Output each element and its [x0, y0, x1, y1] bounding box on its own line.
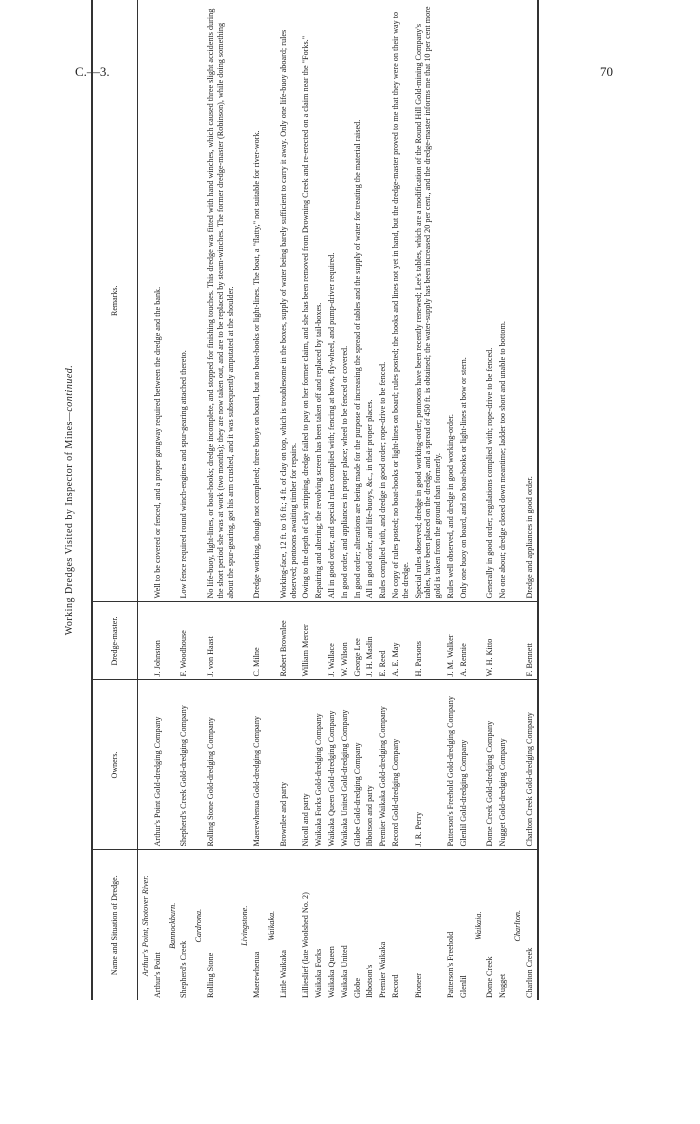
locality-heading: Bannockburn.	[167, 902, 177, 949]
table-title	[58, 0, 82, 1000]
locality-heading-row	[138, 0, 152, 1000]
remarks-cell: In good order; alterations are being made for the purpose of increasing the spread of tables and the supply of water for treating the material raised.	[352, 0, 365, 602]
locality-heading-row	[471, 0, 485, 1000]
dredge-name-cell: Lillieslief (late Woolshed No. 2)	[301, 892, 311, 998]
remarks-cell: Working-face, 12 ft. to 16 ft.; 4 ft. of clay on top, which is troublesome in the boxes, supply of water being barely sufficient to carry it away. Only one life-buoy aboard; rules observed; pontoons awaiting timber for repairs.	[278, 0, 301, 602]
dredge-master-cell: W. Wilson	[339, 602, 352, 680]
empty-cell	[264, 602, 278, 680]
dredge-master-cell: F. Woodhouse	[178, 602, 191, 680]
remarks-cell: Dredge working, though not completed; three buoys on board, but no boat-hooks or light-lines. The boat, a "flatty," not suitable for river-work.	[251, 0, 264, 602]
col-header-dredge-master: Dredge-master.	[92, 602, 138, 680]
empty-cell	[510, 0, 524, 602]
table-row	[524, 0, 538, 1000]
table-header-row	[92, 0, 138, 1000]
empty-cell	[138, 680, 152, 850]
remarks-cell: Rules complied with, and dredge in good order; rope-drive to be fenced.	[377, 0, 390, 602]
table-row	[339, 0, 352, 1000]
col-header-remarks: Remarks.	[92, 0, 138, 602]
dredge-master-cell: W. H. Kitto	[484, 602, 497, 680]
table-row	[352, 0, 365, 1000]
empty-cell	[191, 680, 205, 850]
dredge-master-cell: H. Parsons	[413, 602, 445, 680]
locality-heading: Cardrona.	[194, 908, 204, 943]
table-title-continued: —continued.	[64, 364, 75, 422]
table-row	[251, 0, 264, 1000]
remarks-cell: No one about; dredge closed down meantime; ladder too short and unable to bottom.	[497, 0, 510, 602]
empty-cell	[471, 680, 485, 850]
owner-cell: Waikaka Forks Gold-dredging Company	[313, 680, 326, 850]
page-number: 70	[600, 64, 613, 79]
table-row	[178, 0, 191, 1000]
owner-cell: Dome Creek Gold-dredging Company	[484, 680, 497, 850]
remarks-cell: All in good order, and life-buoys, &c., in their proper places.	[364, 0, 377, 602]
locality-heading: Charlton.	[512, 909, 522, 942]
dredge-master-cell: Robert Brownlee	[278, 602, 301, 680]
dredge-name-cell: Ibbotson's	[365, 964, 375, 998]
owner-cell: Shepherd's Creek Gold-dredging Company	[178, 680, 191, 850]
locality-heading: Livingstone.	[240, 905, 250, 946]
dredge-name-cell: Glenlil	[458, 975, 468, 998]
dredge-master-cell: E. Reed	[377, 602, 390, 680]
empty-cell	[510, 602, 524, 680]
table-row	[497, 0, 510, 1000]
col-header-owners: Owners.	[92, 680, 138, 850]
table-row	[458, 0, 471, 1000]
dredge-master-cell: F. Bennett	[524, 602, 538, 680]
col-header-name: Name and Situation of Dredge.	[92, 850, 138, 1000]
table-title-main: Working Dredges Visited by Inspector of Mines	[64, 421, 75, 636]
empty-cell	[138, 602, 152, 680]
table-row	[152, 0, 165, 1000]
dredge-master-cell: J. von Haast	[205, 602, 237, 680]
page-code: C.—3.	[75, 64, 110, 79]
table-row	[313, 0, 326, 1000]
remarks-cell: Rules well observed, and dredge in good working-order.	[445, 0, 458, 602]
owner-cell: Charlton Creek Gold-dredging Company	[524, 680, 538, 850]
remarks-cell: Repairing and altering; the revolving screen has been taken off and replaced by tail-boxes.	[313, 0, 326, 602]
dredge-name-cell: Pioneer	[413, 972, 423, 998]
dredge-name-cell: Little Waikaka	[278, 949, 288, 998]
locality-heading-row	[510, 0, 524, 1000]
remarks-cell: Only one buoy on board, and no boat-hooks or light-lines at bow or stern.	[458, 0, 471, 602]
locality-heading-row	[165, 0, 179, 1000]
locality-heading: Arthur's Point, Shotover River.	[141, 875, 150, 977]
dredge-name-cell: Premier Waikaka	[378, 941, 388, 998]
dredge-name-cell: Waikaka Queen	[326, 946, 336, 998]
dredge-name-cell: Arthur's Point	[152, 952, 162, 998]
remarks-cell: Well to be covered or fenced, and a proper gangway required between the dredge and the bank.	[152, 0, 165, 602]
dredge-name-cell: Waikaka Forks	[314, 948, 324, 998]
dredge-master-cell: J. H. Maslin	[364, 602, 377, 680]
remarks-cell: In good order, and appliances in proper place; wheel to be fenced or covered.	[339, 0, 352, 602]
dredge-name-cell: Patterson's Freehold	[445, 931, 455, 998]
table-row	[377, 0, 390, 1000]
empty-cell	[264, 680, 278, 850]
rotated-table-page	[58, 0, 623, 1000]
table-row	[390, 0, 413, 1000]
owner-cell: Glenlil Gold-dredging Company	[458, 680, 471, 850]
owner-cell: Premier Waikaka Gold-dredging Company	[377, 680, 390, 850]
empty-cell	[237, 680, 251, 850]
dredge-master-cell	[497, 602, 510, 680]
owner-cell: J. R. Perry	[413, 680, 445, 850]
remarks-cell: Special rules observed; dredge in good working-order; pontoons have been recently renewed; Lee's tables, which are a modification of the Round Hill Gold-mining Company's tables, have been placed on the dredge, and a spread of 450 ft. is obtained; the water-supply has been increased 20 per cent., and the dredge-master informs me that 10 per cent more gold is taken from the ground than formerly.	[413, 0, 445, 602]
locality-heading-row	[237, 0, 251, 1000]
empty-cell	[237, 0, 251, 602]
dredges-table	[91, 0, 539, 1000]
dredge-master-cell: C. Milne	[251, 602, 264, 680]
dredge-name-cell: Rolling Stone	[205, 952, 215, 998]
dredge-name-cell: Globe	[352, 977, 362, 998]
owner-cell: Waikaka United Gold-dredging Company	[339, 680, 352, 850]
table-row	[445, 0, 458, 1000]
dredge-name-cell: Dome Creek	[485, 956, 495, 998]
dredge-name-cell: Waikaka United	[339, 945, 349, 998]
table-row	[364, 0, 377, 1000]
remarks-cell: All in good order, and special rules complied with; fencing at bows, fly-wheel, and pump-driver required.	[326, 0, 339, 602]
empty-cell	[165, 680, 179, 850]
remarks-cell: Generally in good order; regulations complied with; rope-drive to be fenced.	[484, 0, 497, 602]
table-row	[326, 0, 339, 1000]
owner-cell: Patterson's Freehold Gold-dredging Company	[445, 680, 458, 850]
locality-heading: Waikaia.	[473, 911, 483, 941]
empty-cell	[138, 0, 152, 602]
remarks-cell: Dredge and appliances in good order.	[524, 0, 538, 602]
empty-cell	[471, 0, 485, 602]
locality-heading-row	[191, 0, 205, 1000]
owner-cell: Arthur's Point Gold-dredging Company	[152, 680, 165, 850]
owner-cell: Ibbotson and party	[364, 680, 377, 850]
owner-cell: Nicoll and party	[300, 680, 313, 850]
table-row	[278, 0, 301, 1000]
empty-cell	[237, 602, 251, 680]
owner-cell: Brownlee and party	[278, 680, 301, 850]
remarks-cell: No copy of rules posted; no boat-hooks or light-lines on board; rules posted; the hooks and lines not yet in hand, but the dredge-master proved to me that they were on their way to the dredge.	[390, 0, 413, 602]
dredge-name-cell: Record	[390, 974, 400, 998]
table-row	[205, 0, 237, 1000]
table-body	[138, 0, 538, 1000]
dredge-master-cell: George Lee	[352, 602, 365, 680]
dredge-master-cell	[313, 602, 326, 680]
owner-cell: Waikaka Queen Gold-dredging Company	[326, 680, 339, 850]
dredge-name-cell: Maerewhenua	[252, 951, 262, 998]
dredge-master-cell: J. M. Walker	[445, 602, 458, 680]
empty-cell	[165, 602, 179, 680]
dredge-name-cell: Charlton Creek	[524, 947, 534, 998]
owner-cell: Rolling Stone Gold-dredging Company	[205, 680, 237, 850]
empty-cell	[471, 602, 485, 680]
dredge-master-cell: A. E. May	[390, 602, 413, 680]
dredge-master-cell: J. Wallace	[326, 602, 339, 680]
empty-cell	[191, 602, 205, 680]
table-row	[484, 0, 497, 1000]
remarks-cell: No life-buoy, light-lines, or boat-hooks; dredge incomplete, and stopped for finishing touches. This dredge was fitted with hand winches, which caused three slight accidents during the short period she was at work (two months); they are now taken out, and are to be replaced by steam-winches. The former dredge-master (Robinson), while doing something about the spur-gearing, got his arm crushed, and it was subsequently amputated at the shoulder.	[205, 0, 237, 602]
dredge-master-cell: J. Johnston	[152, 602, 165, 680]
locality-heading: Waikaka.	[266, 910, 276, 941]
table-row	[413, 0, 445, 1000]
table-row	[300, 0, 313, 1000]
dredge-master-cell: William Mercer	[300, 602, 313, 680]
locality-heading-row	[264, 0, 278, 1000]
owner-cell: Maerewhenua Gold-dredging Company	[251, 680, 264, 850]
empty-cell	[191, 0, 205, 602]
dredge-master-cell: A. Rennie	[458, 602, 471, 680]
owner-cell: Record Gold-dredging Company	[390, 680, 413, 850]
dredge-name-cell: Nugget	[498, 973, 508, 998]
owner-cell: Globe Gold-dredging Company	[352, 680, 365, 850]
remarks-cell: Owing to the depth of clay stripping, dredge failed to pay on her former claim, and she has been removed from Drowning Creek and re-erected on a claim near the "Forks."	[300, 0, 313, 602]
empty-cell	[264, 0, 278, 602]
owner-cell: Nugget Gold-dredging Company	[497, 680, 510, 850]
remarks-cell: Low fence required round winch-engines and spur-gearing attached thereto.	[178, 0, 191, 602]
empty-cell	[510, 680, 524, 850]
dredge-name-cell: Shepherd's Creek	[179, 940, 189, 998]
empty-cell	[165, 0, 179, 602]
